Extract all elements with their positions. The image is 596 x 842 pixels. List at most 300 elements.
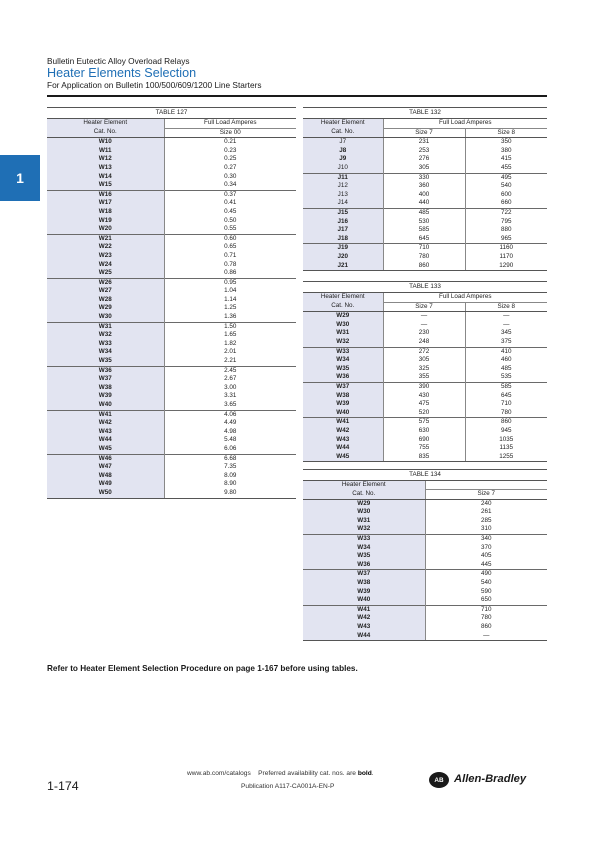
amperes-cell: 2.21 xyxy=(164,357,296,366)
cat-no-cell: W25 xyxy=(47,269,164,278)
cat-no-cell: W39 xyxy=(303,400,383,409)
table-row xyxy=(303,138,547,147)
cat-no-cell: W40 xyxy=(47,401,164,410)
cat-no-cell: J16 xyxy=(303,218,383,227)
table-row xyxy=(47,436,296,445)
amperes-cell: 835 xyxy=(383,453,465,462)
amperes-cell: 1160 xyxy=(465,244,547,253)
table-row xyxy=(47,489,296,498)
cat-no-cell: W38 xyxy=(47,384,164,393)
amperes-cell: 375 xyxy=(465,338,547,347)
table-row xyxy=(303,147,547,156)
cat-no-cell: W44 xyxy=(303,444,383,453)
cat-no-cell: W11 xyxy=(47,147,164,156)
table-row xyxy=(47,252,296,261)
amperes-cell: 310 xyxy=(425,525,547,534)
table-row xyxy=(303,164,547,173)
cat-no-cell: W37 xyxy=(47,375,164,384)
table-134 xyxy=(303,469,547,641)
amperes-cell: 650 xyxy=(425,596,547,605)
cat-no-cell: W38 xyxy=(303,579,425,588)
header-rule xyxy=(47,95,547,97)
table-row xyxy=(303,235,547,244)
amperes-cell: 0.86 xyxy=(164,269,296,278)
table-row xyxy=(303,321,547,330)
amperes-cell: 520 xyxy=(383,409,465,418)
amperes-cell: — xyxy=(383,312,465,321)
table-row xyxy=(47,445,296,454)
amperes-cell: 2.45 xyxy=(164,366,296,375)
amperes-cell: 261 xyxy=(425,508,547,517)
amperes-cell: 410 xyxy=(465,347,547,356)
table-row xyxy=(47,401,296,410)
table-133 xyxy=(303,281,547,462)
amperes-cell: 405 xyxy=(425,552,547,561)
cat-no-cell: W22 xyxy=(47,243,164,252)
cat-no-cell: W42 xyxy=(303,614,425,623)
cat-no-cell: J18 xyxy=(303,235,383,244)
table-row xyxy=(303,338,547,347)
amperes-cell: 795 xyxy=(465,218,547,227)
amperes-cell: 9.80 xyxy=(164,489,296,498)
table-row xyxy=(303,436,547,445)
amperes-cell: 755 xyxy=(383,444,465,453)
table-row xyxy=(47,348,296,357)
amperes-cell: 455 xyxy=(465,164,547,173)
cat-no-cell: W48 xyxy=(47,472,164,481)
table-132 xyxy=(303,107,547,271)
cat-no-cell: W44 xyxy=(303,632,425,641)
page-header xyxy=(47,56,547,90)
amperes-cell: 360 xyxy=(383,182,465,191)
cat-no-cell: W41 xyxy=(303,418,383,427)
cat-no-cell: J13 xyxy=(303,191,383,200)
table-row xyxy=(47,410,296,419)
amperes-cell: 1.82 xyxy=(164,340,296,349)
cat-no-cell: W17 xyxy=(47,199,164,208)
cat-no-cell: W30 xyxy=(303,508,425,517)
cat-no-cell: W37 xyxy=(303,570,425,579)
availability-text: Preferred availability cat. nos. are xyxy=(258,770,356,777)
cat-no-cell: W50 xyxy=(47,489,164,498)
table-row xyxy=(303,312,547,321)
table-row xyxy=(47,340,296,349)
amperes-cell: 415 xyxy=(465,155,547,164)
size-header: Size 7 xyxy=(383,128,465,138)
cat-no-cell: W30 xyxy=(47,313,164,322)
amperes-cell: 1290 xyxy=(465,262,547,271)
cat-no-cell: W35 xyxy=(303,552,425,561)
cat-no-cell: W14 xyxy=(47,173,164,182)
amperes-cell: 430 xyxy=(383,392,465,401)
table-row xyxy=(47,164,296,173)
cat-no-cell: W33 xyxy=(303,535,425,544)
table-row xyxy=(303,517,547,526)
table-row xyxy=(47,138,296,147)
table-row xyxy=(303,347,547,356)
cat-no-header-line1: Heater Element xyxy=(303,293,383,303)
amperes-cell: 3.00 xyxy=(164,384,296,393)
amperes-cell: 370 xyxy=(425,544,547,553)
cat-no-header-line1: Heater Element xyxy=(47,119,164,129)
amperes-cell: 1.14 xyxy=(164,296,296,305)
amperes-cell: 390 xyxy=(383,382,465,391)
table-row xyxy=(303,262,547,271)
table-row xyxy=(47,225,296,234)
cat-no-cell: W44 xyxy=(47,436,164,445)
size-header: Size 7 xyxy=(383,302,465,312)
cat-no-cell: J11 xyxy=(303,173,383,182)
cat-no-cell: W36 xyxy=(303,561,425,570)
table-row xyxy=(303,552,547,561)
amperes-cell: 355 xyxy=(383,373,465,382)
cat-no-cell: W24 xyxy=(47,261,164,270)
cat-no-cell: W19 xyxy=(47,217,164,226)
catalog-link[interactable]: www.ab.com/catalogs xyxy=(187,770,251,777)
cat-no-cell: W32 xyxy=(303,338,383,347)
table-row xyxy=(47,454,296,463)
table-row xyxy=(47,155,296,164)
table-row xyxy=(303,453,547,462)
cat-no-cell: W45 xyxy=(47,445,164,454)
amperes-cell: 0.95 xyxy=(164,278,296,287)
table-row xyxy=(303,218,547,227)
cat-no-cell: W35 xyxy=(47,357,164,366)
amperes-cell: 530 xyxy=(383,218,465,227)
cat-no-cell: W30 xyxy=(303,321,383,330)
cat-no-cell: W41 xyxy=(303,605,425,614)
table-row xyxy=(303,508,547,517)
cat-no-cell: W45 xyxy=(303,453,383,462)
table-row xyxy=(47,313,296,322)
cat-no-header-line1: Heater Element xyxy=(303,481,425,490)
amperes-cell: 710 xyxy=(465,400,547,409)
cat-no-cell: W16 xyxy=(47,190,164,199)
table-row xyxy=(303,418,547,427)
cat-no-cell: W49 xyxy=(47,480,164,489)
amperes-cell: 231 xyxy=(383,138,465,147)
page-number: 1-174 xyxy=(47,779,79,793)
amperes-cell: 860 xyxy=(383,262,465,271)
amperes-cell: 1.65 xyxy=(164,331,296,340)
page-title: Heater Elements Selection xyxy=(47,66,197,80)
amperes-cell: 5.48 xyxy=(164,436,296,445)
cat-no-cell: W29 xyxy=(303,499,425,508)
amperes-cell: 0.65 xyxy=(164,243,296,252)
cat-no-cell: W39 xyxy=(47,392,164,401)
amperes-cell: 248 xyxy=(383,338,465,347)
header-line1: Bulletin Eutectic Alloy Overload Relays xyxy=(47,56,190,66)
page-subtitle: For Application on Bulletin 100/500/609/1200 Line Starters xyxy=(47,80,262,90)
usage-note: Refer to Heater Element Selection Procedure on page 1-167 before using tables. xyxy=(47,664,358,673)
amperes-cell: 4.06 xyxy=(164,410,296,419)
table-row xyxy=(303,499,547,508)
amperes-cell: 1035 xyxy=(465,436,547,445)
cat-no-cell: J10 xyxy=(303,164,383,173)
cat-no-cell: W34 xyxy=(303,544,425,553)
table-row xyxy=(303,329,547,338)
publication-number: Publication A117-CA001A-EN-P xyxy=(241,783,335,790)
amperes-cell: 345 xyxy=(465,329,547,338)
ab-logo-icon: AB xyxy=(429,772,449,788)
full-load-amperes-header: Full Load Amperes xyxy=(164,119,296,129)
table-row xyxy=(47,392,296,401)
amperes-cell: 305 xyxy=(383,164,465,173)
cat-no-cell: W31 xyxy=(303,329,383,338)
availability-bold: bold xyxy=(357,770,372,777)
footer-line1: www.ab.com/catalogs Preferred availability cat. nos. are bold. xyxy=(187,770,374,777)
cat-no-cell: J7 xyxy=(303,138,383,147)
cat-no-cell: W26 xyxy=(47,278,164,287)
table-row xyxy=(47,173,296,182)
table-row xyxy=(303,244,547,253)
table-row xyxy=(303,373,547,382)
table-row xyxy=(47,331,296,340)
amperes-cell: 0.21 xyxy=(164,138,296,147)
cat-no-cell: W42 xyxy=(47,419,164,428)
table-row xyxy=(303,409,547,418)
amperes-cell: 1170 xyxy=(465,253,547,262)
amperes-cell: 965 xyxy=(465,235,547,244)
cat-no-header-line2: Cat. No. xyxy=(47,128,164,138)
table-row xyxy=(47,304,296,313)
amperes-cell: 0.78 xyxy=(164,261,296,270)
amperes-cell: 240 xyxy=(425,499,547,508)
cat-no-header-line2: Cat. No. xyxy=(303,490,425,500)
table-127 xyxy=(47,107,296,499)
cat-no-cell: W33 xyxy=(47,340,164,349)
amperes-cell: 540 xyxy=(465,182,547,191)
amperes-cell: 380 xyxy=(465,147,547,156)
amperes-cell: 445 xyxy=(425,561,547,570)
cat-no-cell: W29 xyxy=(303,312,383,321)
cat-no-header-line1: Heater Element xyxy=(303,119,383,129)
table-row xyxy=(47,419,296,428)
cat-no-cell: W38 xyxy=(303,392,383,401)
amperes-cell: 880 xyxy=(465,226,547,235)
amperes-cell: 3.31 xyxy=(164,392,296,401)
table-row xyxy=(47,366,296,375)
amperes-cell: 860 xyxy=(425,623,547,632)
cat-no-cell: W15 xyxy=(47,181,164,190)
table-row xyxy=(303,155,547,164)
table-row xyxy=(47,269,296,278)
amperes-cell: 630 xyxy=(383,427,465,436)
table-row xyxy=(47,375,296,384)
amperes-cell: 325 xyxy=(383,365,465,374)
amperes-cell: 1135 xyxy=(465,444,547,453)
cat-no-cell: W12 xyxy=(47,155,164,164)
amperes-cell: 0.45 xyxy=(164,208,296,217)
amperes-cell: 272 xyxy=(383,347,465,356)
amperes-cell: 585 xyxy=(383,226,465,235)
table-row xyxy=(47,199,296,208)
cat-no-header-line2: Cat. No. xyxy=(303,302,383,312)
amperes-cell: 4.49 xyxy=(164,419,296,428)
table-row xyxy=(303,173,547,182)
cat-no-cell: W18 xyxy=(47,208,164,217)
table-row xyxy=(47,217,296,226)
amperes-cell: 575 xyxy=(383,418,465,427)
amperes-cell: 0.30 xyxy=(164,173,296,182)
table-row xyxy=(47,261,296,270)
table-title: TABLE 127 xyxy=(47,108,296,119)
amperes-cell: 710 xyxy=(383,244,465,253)
table-row xyxy=(47,384,296,393)
table-row xyxy=(303,382,547,391)
table-row xyxy=(303,199,547,208)
table-row xyxy=(47,287,296,296)
amperes-cell: 0.25 xyxy=(164,155,296,164)
amperes-cell: 585 xyxy=(465,382,547,391)
amperes-cell: 8.90 xyxy=(164,480,296,489)
cat-no-cell: W41 xyxy=(47,410,164,419)
cat-no-cell: W31 xyxy=(47,322,164,331)
cat-no-cell: W36 xyxy=(303,373,383,382)
table-title: TABLE 133 xyxy=(303,282,547,293)
amperes-cell: 340 xyxy=(425,535,547,544)
amperes-cell: 1.36 xyxy=(164,313,296,322)
full-load-amperes-header xyxy=(425,481,547,490)
cat-no-cell: W13 xyxy=(47,164,164,173)
amperes-cell: 0.23 xyxy=(164,147,296,156)
amperes-cell: 540 xyxy=(425,579,547,588)
table-row xyxy=(303,226,547,235)
table-row xyxy=(47,472,296,481)
table-row xyxy=(303,623,547,632)
table-row xyxy=(47,208,296,217)
table-title: TABLE 132 xyxy=(303,108,547,119)
cat-no-cell: W40 xyxy=(303,596,425,605)
amperes-cell: — xyxy=(425,632,547,641)
amperes-cell: — xyxy=(383,321,465,330)
amperes-cell: 7.35 xyxy=(164,463,296,472)
cat-no-cell: W40 xyxy=(303,409,383,418)
cat-no-cell: J15 xyxy=(303,208,383,217)
cat-no-cell: W29 xyxy=(47,304,164,313)
table-row xyxy=(47,147,296,156)
cat-no-cell: W20 xyxy=(47,225,164,234)
cat-no-cell: W47 xyxy=(47,463,164,472)
brand-name: Allen-Bradley xyxy=(454,773,527,785)
size-header: Size 8 xyxy=(465,302,547,312)
amperes-cell: 400 xyxy=(383,191,465,200)
table-row xyxy=(47,278,296,287)
amperes-cell: 475 xyxy=(383,400,465,409)
table-row xyxy=(47,480,296,489)
table-row xyxy=(47,357,296,366)
amperes-cell: 3.65 xyxy=(164,401,296,410)
cat-no-cell: W39 xyxy=(303,588,425,597)
table-row xyxy=(303,253,547,262)
amperes-cell: 276 xyxy=(383,155,465,164)
amperes-cell: 535 xyxy=(465,373,547,382)
table-row xyxy=(303,400,547,409)
amperes-cell: 722 xyxy=(465,208,547,217)
cat-no-cell: J14 xyxy=(303,199,383,208)
table-row xyxy=(303,365,547,374)
size-header: Size 00 xyxy=(164,128,296,138)
cat-no-cell: W43 xyxy=(303,623,425,632)
cat-no-cell: W31 xyxy=(303,517,425,526)
cat-no-cell: W28 xyxy=(47,296,164,305)
table-row xyxy=(47,322,296,331)
amperes-cell: 350 xyxy=(465,138,547,147)
amperes-cell: — xyxy=(465,312,547,321)
amperes-cell: 485 xyxy=(383,208,465,217)
amperes-cell: 780 xyxy=(425,614,547,623)
cat-no-cell: W42 xyxy=(303,427,383,436)
amperes-cell: 285 xyxy=(425,517,547,526)
amperes-cell: 0.60 xyxy=(164,234,296,243)
amperes-cell: 1.25 xyxy=(164,304,296,313)
table-row xyxy=(303,561,547,570)
amperes-cell: 460 xyxy=(465,356,547,365)
table-row xyxy=(47,181,296,190)
amperes-cell: 590 xyxy=(425,588,547,597)
table-row xyxy=(303,182,547,191)
amperes-cell: 305 xyxy=(383,356,465,365)
cat-no-cell: J9 xyxy=(303,155,383,164)
amperes-cell: 0.41 xyxy=(164,199,296,208)
cat-no-cell: W23 xyxy=(47,252,164,261)
amperes-cell: 710 xyxy=(425,605,547,614)
section-tab: 1 xyxy=(0,155,40,201)
size-header: Size 7 xyxy=(425,490,547,500)
table-row xyxy=(303,525,547,534)
table-row xyxy=(303,191,547,200)
amperes-cell: 660 xyxy=(465,199,547,208)
table-row xyxy=(303,427,547,436)
cat-no-cell: W43 xyxy=(303,436,383,445)
table-row xyxy=(47,190,296,199)
table-row xyxy=(303,535,547,544)
table-row xyxy=(303,614,547,623)
amperes-cell: 6.68 xyxy=(164,454,296,463)
table-row xyxy=(47,296,296,305)
table-row xyxy=(303,208,547,217)
amperes-cell: 1255 xyxy=(465,453,547,462)
cat-no-header-line2: Cat. No. xyxy=(303,128,383,138)
amperes-cell: 0.34 xyxy=(164,181,296,190)
amperes-cell: 945 xyxy=(465,427,547,436)
amperes-cell: — xyxy=(465,321,547,330)
table-row xyxy=(303,356,547,365)
table-row xyxy=(303,588,547,597)
amperes-cell: 253 xyxy=(383,147,465,156)
table-title: TABLE 134 xyxy=(303,470,547,481)
amperes-cell: 230 xyxy=(383,329,465,338)
cat-no-cell: J21 xyxy=(303,262,383,271)
table-row xyxy=(303,632,547,641)
full-load-amperes-header: Full Load Amperes xyxy=(383,293,547,303)
amperes-cell: 495 xyxy=(465,173,547,182)
table-row xyxy=(303,544,547,553)
cat-no-cell: W32 xyxy=(303,525,425,534)
table-row xyxy=(47,463,296,472)
amperes-cell: 0.50 xyxy=(164,217,296,226)
cat-no-cell: J20 xyxy=(303,253,383,262)
table-row xyxy=(303,444,547,453)
cat-no-cell: W27 xyxy=(47,287,164,296)
amperes-cell: 860 xyxy=(465,418,547,427)
full-load-amperes-header: Full Load Amperes xyxy=(383,119,547,129)
cat-no-cell: W33 xyxy=(303,347,383,356)
cat-no-cell: W35 xyxy=(303,365,383,374)
cat-no-cell: W34 xyxy=(303,356,383,365)
amperes-cell: 780 xyxy=(383,253,465,262)
cat-no-cell: J19 xyxy=(303,244,383,253)
